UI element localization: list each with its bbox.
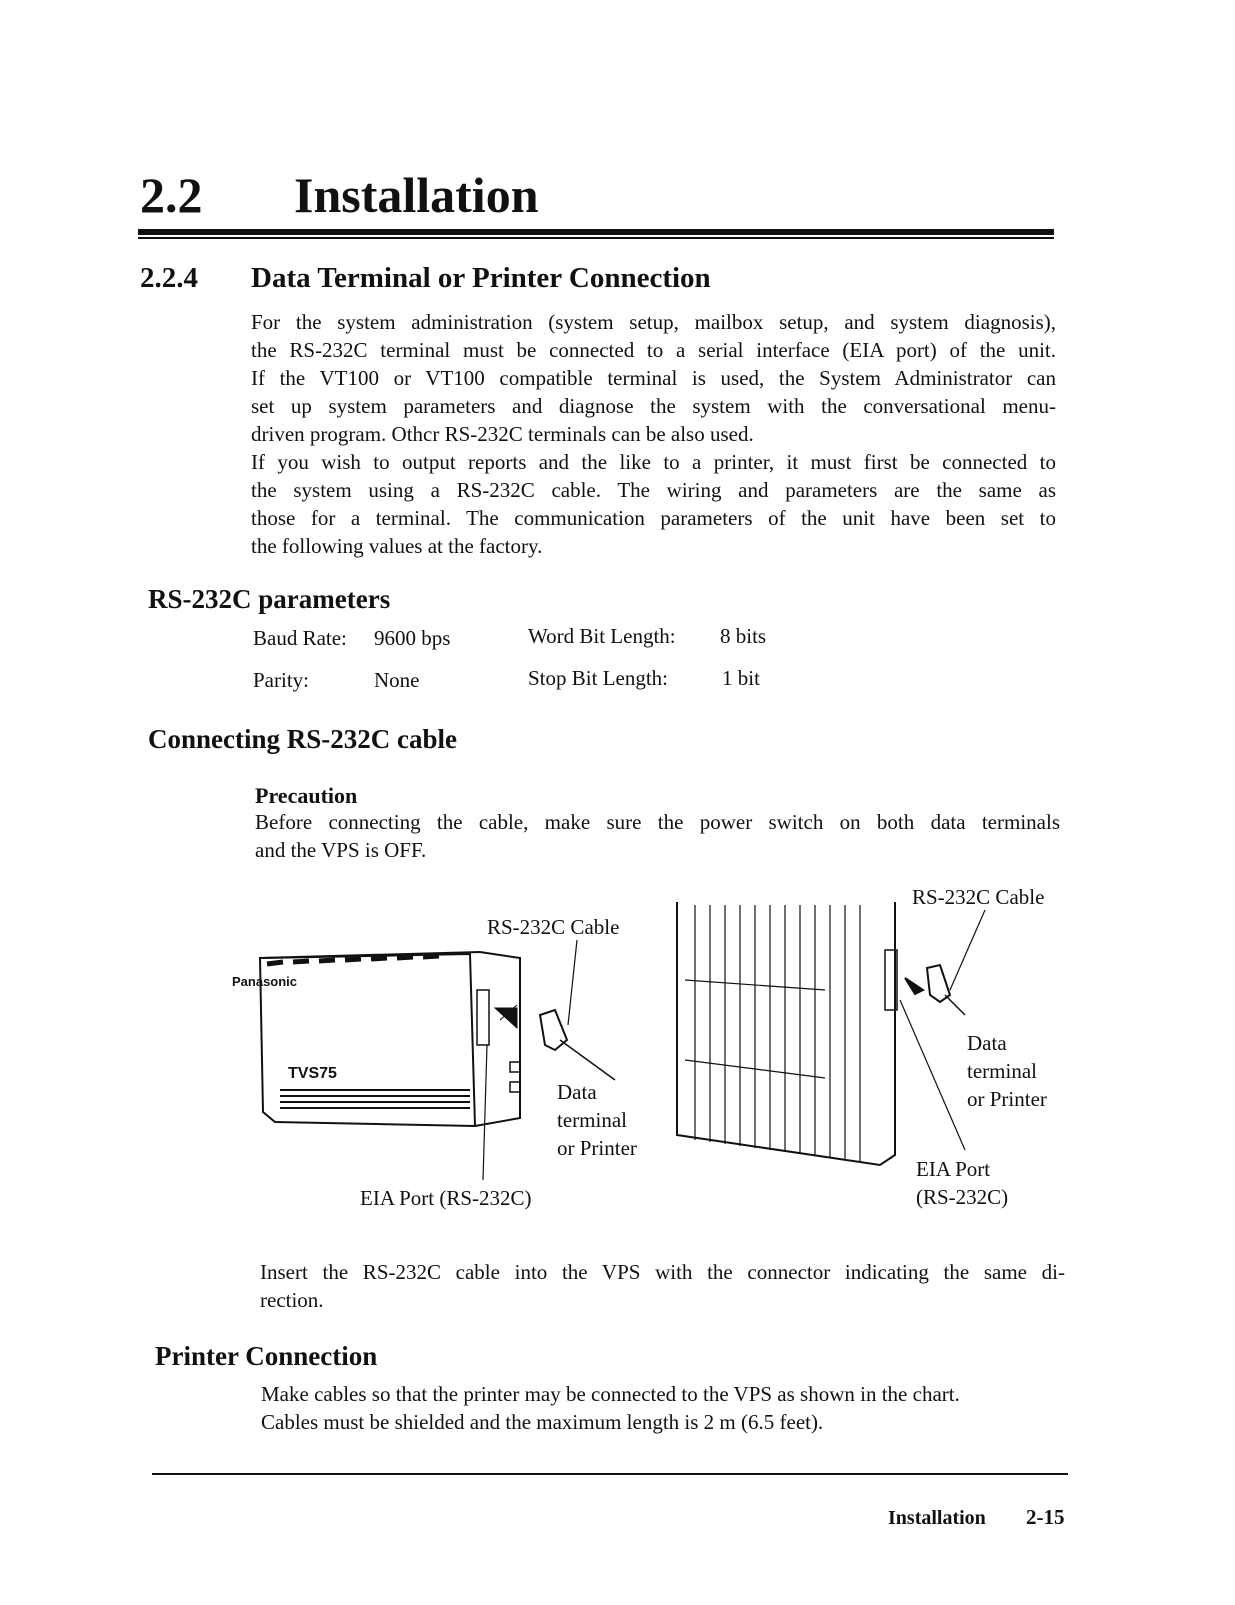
text-line: Before connecting the cable, make sure the power switch on both data terminals	[255, 810, 1060, 834]
right-terminal-label-2: terminal	[967, 1059, 1037, 1083]
left-terminal-label-2: terminal	[557, 1108, 627, 1132]
printer-heading: Printer Connection	[155, 1341, 378, 1371]
text-line: Insert the RS-232C cable into the VPS with the connector indicating the same di-	[260, 1260, 1065, 1284]
params-heading: RS-232C parameters	[148, 584, 391, 614]
brand-logo: Panasonic	[232, 974, 298, 989]
footer-rule	[152, 1473, 1068, 1475]
text-line: the RS-232C terminal must be connected to a serial interface (EIA port) of the unit.	[251, 338, 1056, 362]
subsection-number: 2.2.4	[140, 262, 198, 294]
intro-paragraph	[251, 308, 1056, 560]
right-unit-illustration	[677, 902, 985, 1165]
baud-label: Baud Rate:	[253, 626, 347, 650]
precaution-heading: Precaution	[255, 783, 358, 808]
text-line: If the VT100 or VT100 compatible terminal is used, the System Administrator can	[251, 366, 1056, 390]
text-line: rection.	[260, 1288, 324, 1312]
title-rule-thin	[138, 237, 1054, 239]
right-terminal-label-1: Data	[967, 1031, 1007, 1055]
connection-diagram	[255, 890, 1075, 1190]
section-number: 2.2	[140, 167, 203, 223]
stop-bit-label: Stop Bit Length:	[528, 666, 669, 690]
footer-page-number: 2-15	[1026, 1505, 1065, 1529]
text-line: those for a terminal. The communication parameters of the unit have been set to	[251, 506, 1056, 530]
parity-label: Parity:	[253, 668, 309, 692]
printer-paragraph	[261, 1380, 1061, 1436]
text-line: driven program. Othcr RS-232C terminals can be also used.	[251, 422, 754, 446]
text-line: and the VPS is OFF.	[255, 838, 427, 862]
right-terminal-label-3: or Printer	[967, 1087, 1047, 1111]
footer-chapter: Installation	[888, 1507, 986, 1529]
connecting-heading: Connecting RS-232C cable	[148, 724, 457, 754]
word-bit-label: Word Bit Length:	[528, 624, 676, 648]
left-port-label: EIA Port (RS-232C)	[360, 1186, 532, 1210]
stop-bit-value: 1 bit	[722, 666, 760, 690]
right-cable-label: RS-232C Cable	[912, 885, 1045, 909]
parity-value: None	[374, 668, 420, 692]
text-line: Cables must be shielded and the maximum length is 2 m (6.5 feet).	[261, 1410, 824, 1434]
right-port-label-1: EIA Port	[916, 1157, 991, 1181]
subsection-title: Data Terminal or Printer Connection	[251, 262, 711, 294]
text-line: Make cables so that the printer may be connected to the VPS as shown in the chart.	[261, 1382, 960, 1406]
text-line: set up system parameters and diagnose the system with the conversational menu-	[251, 394, 1056, 418]
insert-paragraph	[260, 1258, 1065, 1314]
section-title: Installation	[294, 167, 539, 223]
text-line: the following values at the factory.	[251, 534, 543, 558]
precaution-paragraph	[255, 808, 1060, 864]
text-line: the system using a RS-232C cable. The wiring and parameters are the same as	[251, 478, 1056, 502]
left-cable-label: RS-232C Cable	[487, 915, 620, 939]
left-terminal-label-1: Data	[557, 1080, 597, 1104]
word-bit-value: 8 bits	[720, 624, 767, 648]
baud-value: 9600 bps	[374, 626, 451, 650]
text-line: If you wish to output reports and the like to a printer, it must first be connected to	[251, 450, 1056, 474]
right-port-label-2: (RS-232C)	[916, 1185, 1009, 1209]
model-label: TVS75	[288, 1065, 337, 1082]
left-terminal-label-3: or Printer	[557, 1136, 637, 1160]
title-rule	[138, 229, 1054, 235]
text-line: For the system administration (system setup, mailbox setup, and system diagnosis),	[251, 310, 1056, 334]
